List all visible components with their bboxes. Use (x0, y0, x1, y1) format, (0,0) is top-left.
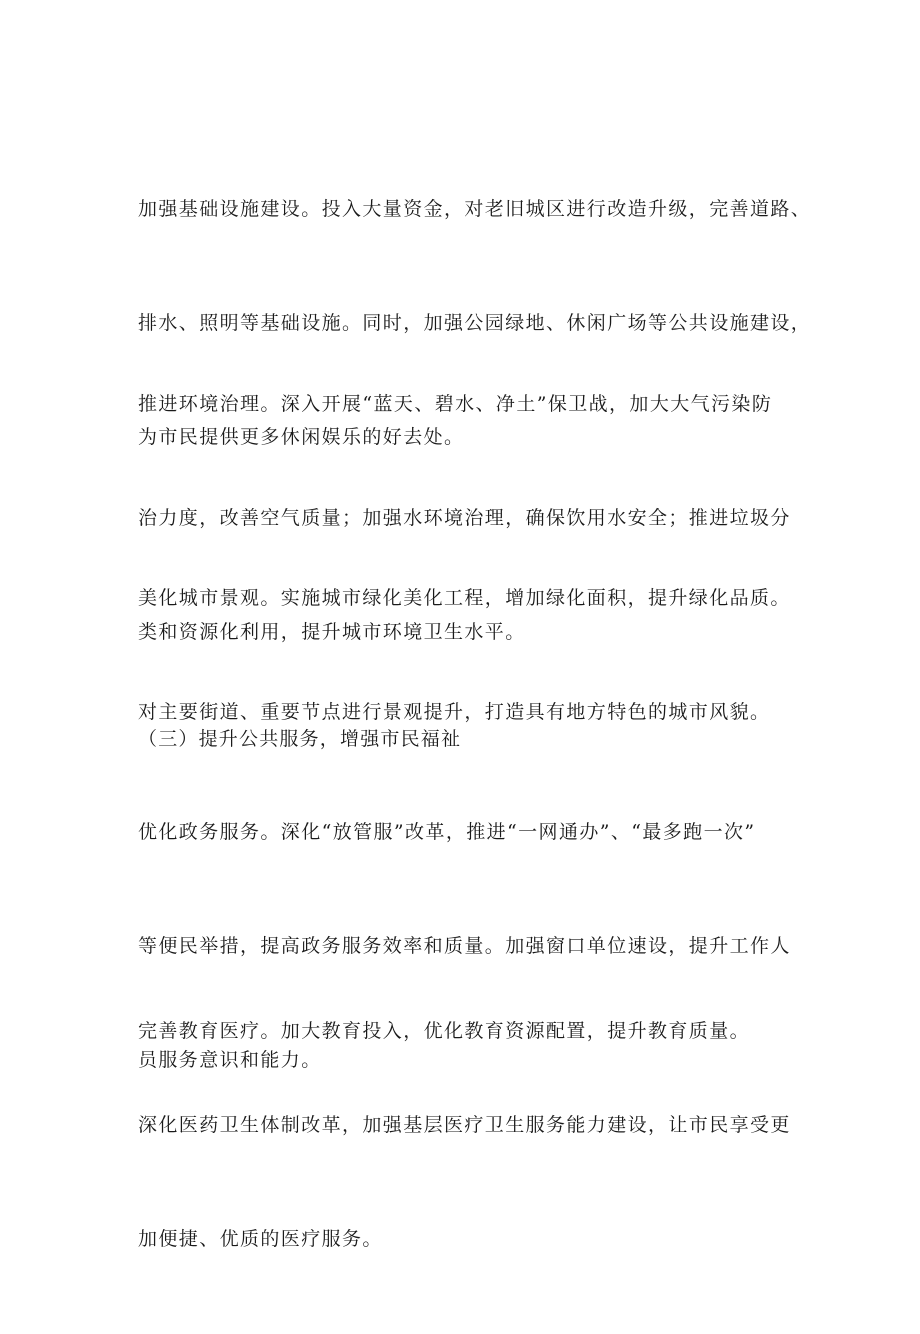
paragraph-line: 完善教育医疗。加大教育投入，优化教育资源配置，提升教育质量。 (138, 1020, 751, 1042)
paragraph-line: 深化医药卫生体制改革，加强基层医疗卫生服务能力建设，让市民享受更 (138, 1114, 791, 1136)
paragraph-line: 美化城市景观。实施城市绿化美化工程，增加绿化面积，提升绿化品质。 (138, 587, 791, 609)
paragraph-line: 等便民举措，提高政务服务效率和质量。加强窗口单位速设，提升工作人 (138, 935, 791, 957)
paragraph-line: 推进环境治理。深入开展“蓝天、碧水、净土”保卫战，加大大气污染防 (138, 393, 773, 415)
paragraph-line: 优化政务服务。深化“放管服”改革，推进“一网通办”、“最多跑一次” (138, 821, 756, 843)
paragraph-line: 类和资源化利用，提升城市环境卫生水平。 (138, 621, 526, 643)
paragraph-line: 员服务意识和能力。 (138, 1049, 322, 1071)
paragraph-line: 对主要街道、重要节点进行景观提升，打造具有地方特色的城市风貌。 (138, 701, 771, 723)
paragraph-line: 加便捷、优质的医疗服务。 (138, 1228, 383, 1250)
paragraph-line: 加强基础设施建设。投入大量资金，对老旧城区进行改造升级，完善道路、 (138, 198, 812, 220)
section-heading-text: （三）提升公共服务，增强市民福祉 (138, 728, 462, 750)
paragraph-line: 为市民提供更多休闲娱乐的好去处。 (138, 426, 465, 448)
paragraph-line: 排水、照明等基础设施。同时，加强公园绿地、休闲广场等公共设施建设， (138, 312, 812, 334)
paragraph-line: 治力度，改善空气质量；加强水环境治理，确保饮用水安全；推进垃圾分 (138, 507, 791, 529)
paragraph-healthcare (138, 1030, 791, 1334)
